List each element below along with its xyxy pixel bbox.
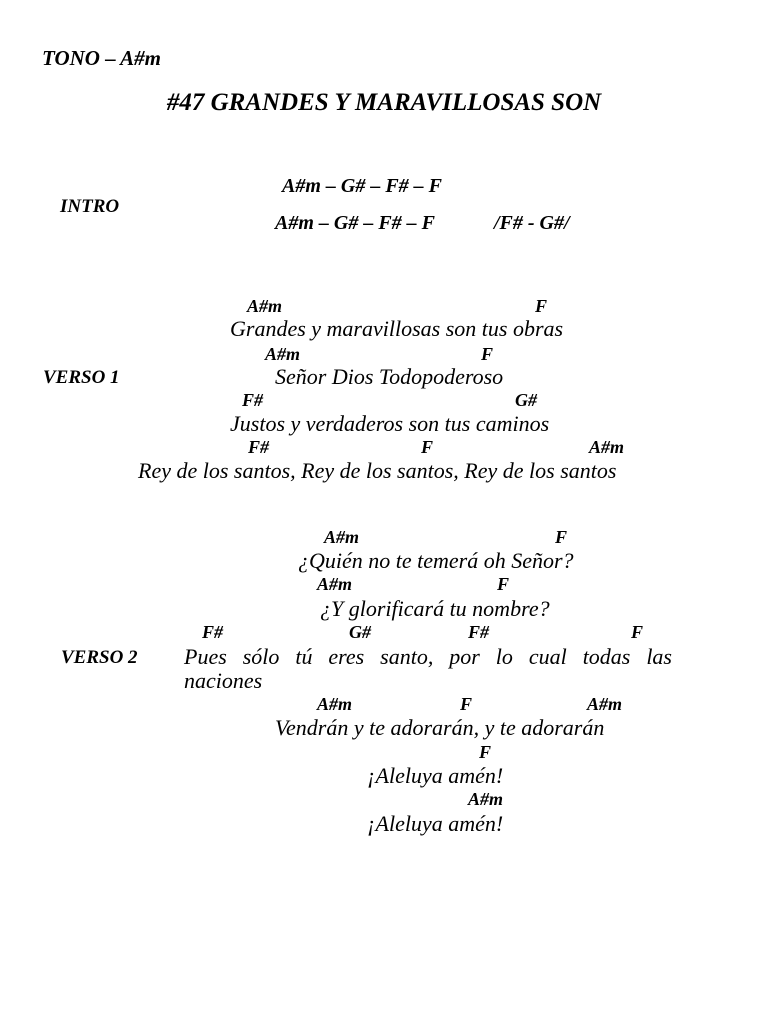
lyric-line: Justos y verdaderos son tus caminos [230, 411, 550, 436]
chord: G# [349, 622, 371, 642]
key-label: TONO – A#m [42, 46, 162, 70]
chord: A#m [468, 789, 504, 809]
lyric-line: ¡Aleluya amén! [367, 763, 504, 788]
lyric-line: Rey de los santos, Rey de los santos, Rey de los santos [138, 458, 617, 483]
chord: F# [242, 390, 264, 410]
song-title: #47 GRANDES Y MARAVILLOSAS SON [166, 89, 602, 116]
chord: F# [248, 437, 270, 457]
lyric-line: Grandes y maravillosas son tus obras [230, 316, 564, 341]
lyric-line: naciones [184, 668, 263, 693]
lyric-line: Vendrán y te adorarán, y te adorarán [275, 715, 605, 740]
lyric-line: ¿Quién no te temerá oh Señor? [298, 548, 574, 573]
chord: F [631, 622, 644, 642]
intro-label: INTRO [60, 196, 120, 217]
chord: A#m [247, 296, 283, 316]
verse2-label: VERSO 2 [61, 647, 138, 668]
chord: A#m [324, 527, 360, 547]
chord: G# [515, 390, 537, 410]
chord: F [421, 437, 434, 457]
lyric-line: ¿Y glorificará tu nombre? [320, 596, 550, 621]
chord: A#m [265, 344, 301, 364]
chord: F# [202, 622, 224, 642]
intro-chords-line-1: A#m – G# – F# – F [282, 175, 443, 197]
chord: A#m [317, 694, 353, 714]
chord: F [555, 527, 568, 547]
chord: F# [468, 622, 490, 642]
chord: A#m [317, 574, 353, 594]
verse1-label: VERSO 1 [43, 367, 120, 388]
chord: A#m [589, 437, 625, 457]
chord: A#m [587, 694, 623, 714]
intro-chords-line-2-extra: /F# - G#/ [494, 212, 570, 234]
chord: F [460, 694, 473, 714]
chord: F [535, 296, 548, 316]
chord: F [481, 344, 494, 364]
lyric-line: Señor Dios Todopoderoso [275, 364, 504, 389]
chord: F [497, 574, 510, 594]
lyric-line: Pues sólo tú eres santo, por lo cual todas las [184, 644, 672, 669]
intro-chords-line-2: A#m – G# – F# – F [275, 212, 436, 234]
lyric-line: ¡Aleluya amén! [367, 811, 504, 836]
chord: F [479, 742, 492, 762]
